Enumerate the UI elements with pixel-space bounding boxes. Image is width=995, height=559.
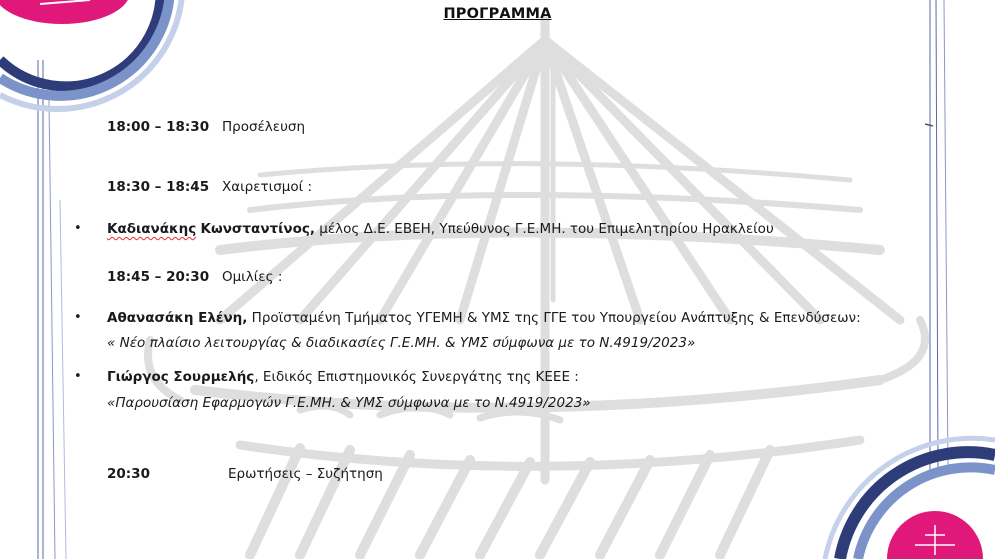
bullet-icon: •: [74, 221, 82, 236]
bullet-icon: •: [74, 369, 82, 384]
speaker-name: Γιώργος Σουρμελής: [107, 369, 255, 385]
schedule-slot-discussion: [107, 464, 150, 484]
speaker-1: [107, 308, 861, 328]
schedule-slot-greetings: [107, 177, 312, 197]
speaker-name: Αθανασάκη Ελένη,: [107, 310, 248, 326]
slot-time: 20:30: [107, 466, 150, 482]
slot-time: 18:45 – 20:30: [107, 269, 210, 285]
schedule-slot-talks: [107, 267, 282, 287]
speaker-2-topic: «Παρουσίαση Εφαρμογών Γ.Ε.ΜΗ. & ΥΜΣ σύμφωνα με το Ν.4919/2023»: [107, 395, 591, 411]
page-title: ΠΡΟΓΡΑΜΜΑ: [443, 6, 552, 22]
greeting-role: μέλος Δ.Ε. ΕΒΕΗ, Υπεύθυνος Γ.Ε.ΜΗ. του Επιμελητηρίου Ηρακλείου: [319, 221, 774, 237]
greeting-firstname: Κωνσταντίνος,: [200, 221, 315, 237]
slot-time: 18:30 – 18:45: [107, 179, 210, 195]
speaker-1-topic: « Νέο πλαίσιο λειτουργίας & διαδικασίες Γ.Ε.ΜΗ. & ΥΜΣ σύμφωνα με το Ν.4919/2023»: [107, 335, 696, 351]
schedule-slot-arrival: [107, 117, 305, 137]
speaker-role: , Ειδικός Επιστημονικός Συνεργάτης της ΚΕΕΕ :: [254, 369, 579, 385]
right-tick-mark: [925, 124, 933, 126]
bullet-icon: •: [74, 310, 82, 325]
slot-label: Ομιλίες :: [221, 269, 283, 285]
greeting-item: [107, 219, 774, 239]
slot-label: Προσέλευση: [221, 119, 306, 135]
right-border-lines: [930, 0, 948, 470]
bottom-right-ring-emblem: [825, 438, 995, 559]
speaker-role: Προϊσταμένη Τμήματος ΥΓΕΜΗ & ΥΜΣ της ΓΓΕ του Υπουργείου Ανάπτυξης & Επενδύσεων:: [251, 310, 861, 326]
slot-label: Χαιρετισμοί :: [221, 179, 313, 195]
greeting-surname: Καδιανάκης: [107, 221, 197, 237]
slot-time: 18:00 – 18:30: [107, 119, 210, 135]
speaker-2: [107, 367, 579, 387]
slot-label: Ερωτήσεις – Συζήτηση: [228, 466, 383, 482]
left-border-lines: [38, 60, 66, 559]
